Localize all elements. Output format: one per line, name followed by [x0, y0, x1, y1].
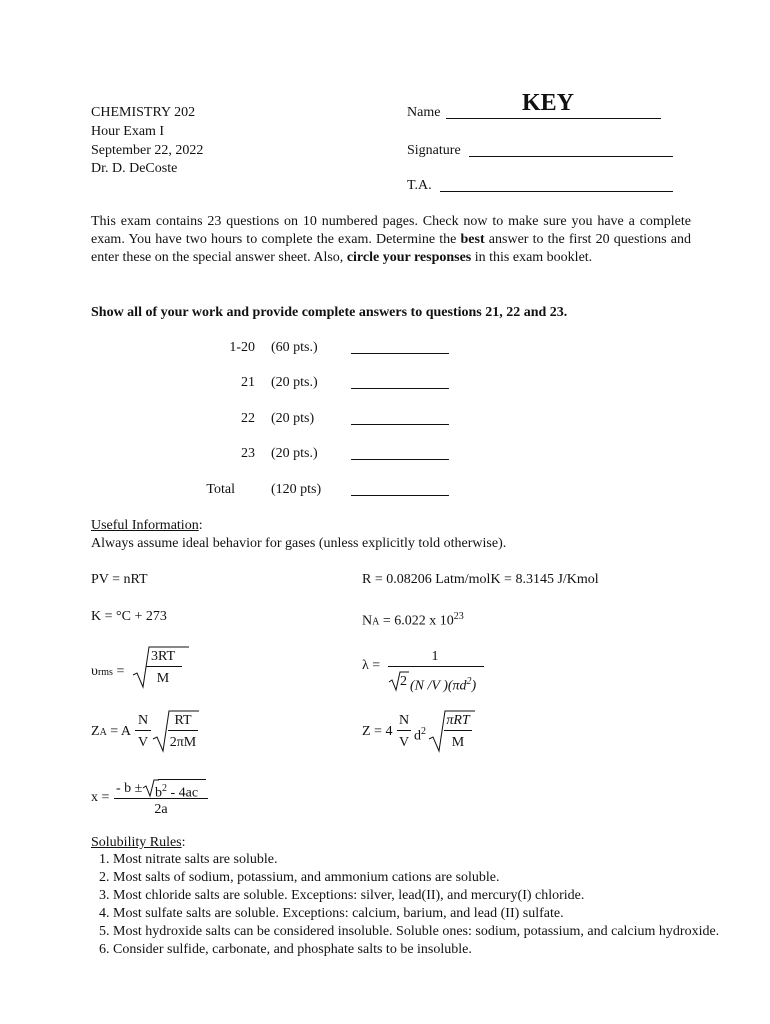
score-blank[interactable] — [351, 388, 449, 389]
score-blank[interactable] — [351, 424, 449, 425]
exam-title: Hour Exam I — [91, 124, 165, 139]
useful-info-heading: Useful Information: — [91, 518, 203, 533]
course-title: CHEMISTRY 202 — [91, 105, 196, 120]
score-total-label: Total — [206, 482, 235, 497]
solubility-rule: 2. Most salts of sodium, potassium, and ammonium cations are soluble. — [113, 869, 733, 887]
intro-best: best — [460, 232, 485, 247]
ideal-gas-assumption: Always assume ideal behavior for gases (unless explicitly told otherwise). — [91, 536, 507, 551]
solubility-rule: 1. Most nitrate salts are soluble. — [113, 851, 733, 869]
score-blank[interactable] — [351, 353, 449, 354]
solubility-heading: Solubility Rules: — [91, 835, 186, 850]
score-question: 22 — [241, 411, 255, 426]
solubility-rule: 3. Most chloride salts are soluble. Exceptions: silver, lead(II), and mercury(I) chloride. — [113, 887, 733, 905]
intro-circle: circle your responses — [346, 250, 472, 265]
score-question: 23 — [241, 446, 255, 461]
work-instruction: Show all of your work and provide complete answers to questions 21, 22 and 23. — [91, 305, 568, 320]
solubility-rule: 6. Consider sulfide, carbonate, and phosphate salts to be insoluble. — [113, 941, 733, 959]
ta-line[interactable] — [440, 191, 673, 192]
gas-constant: R = 0.08206 Latm/molK = 8.3145 J/Kmol — [362, 572, 599, 587]
kelvin-conversion: K = °C + 273 — [91, 609, 167, 624]
solubility-rule: 4. Most sulfate salts are soluble. Exceptions: calcium, barium, and lead (II) sulfate. — [113, 905, 733, 923]
score-total-blank[interactable] — [351, 495, 449, 496]
instructor-name: Dr. D. DeCoste — [91, 161, 178, 176]
score-points: (20 pts.) — [271, 375, 318, 390]
avogadro-number: NA = 6.022 x $10^{23}$ — [362, 611, 464, 629]
intro-paragraph: This exam contains 23 questions on 10 numbered pages. Check now to make sure you have a complete exam. You have two hours to complete the exam. Determine the best answer to the first 20 questions and enter these on the special answer sheet. Also, circle your responses in this exam booklet. — [91, 214, 691, 265]
ta-label: T.A. — [407, 178, 432, 193]
score-question: 1-20 — [229, 340, 255, 355]
name-line[interactable] — [446, 118, 661, 119]
score-question: 21 — [241, 375, 255, 390]
score-points: (20 pts) — [271, 411, 315, 426]
score-total-points: (120 pts) — [271, 482, 322, 497]
score-blank[interactable] — [351, 459, 449, 460]
name-value-key: KEY — [522, 90, 575, 116]
name-label: Name — [407, 105, 441, 120]
ideal-gas-law: PV = nRT — [91, 572, 148, 587]
score-points: (20 pts.) — [271, 446, 318, 461]
exam-date: September 22, 2022 — [91, 143, 204, 158]
signature-label: Signature — [407, 143, 461, 158]
signature-line[interactable] — [469, 156, 673, 157]
solubility-rule: 5. Most hydroxide salts can be considered insoluble. Soluble ones: sodium, potassium, and calcium hydroxide. — [113, 923, 733, 941]
solubility-rules-list — [91, 851, 733, 959]
score-points: (60 pts.) — [271, 340, 318, 355]
